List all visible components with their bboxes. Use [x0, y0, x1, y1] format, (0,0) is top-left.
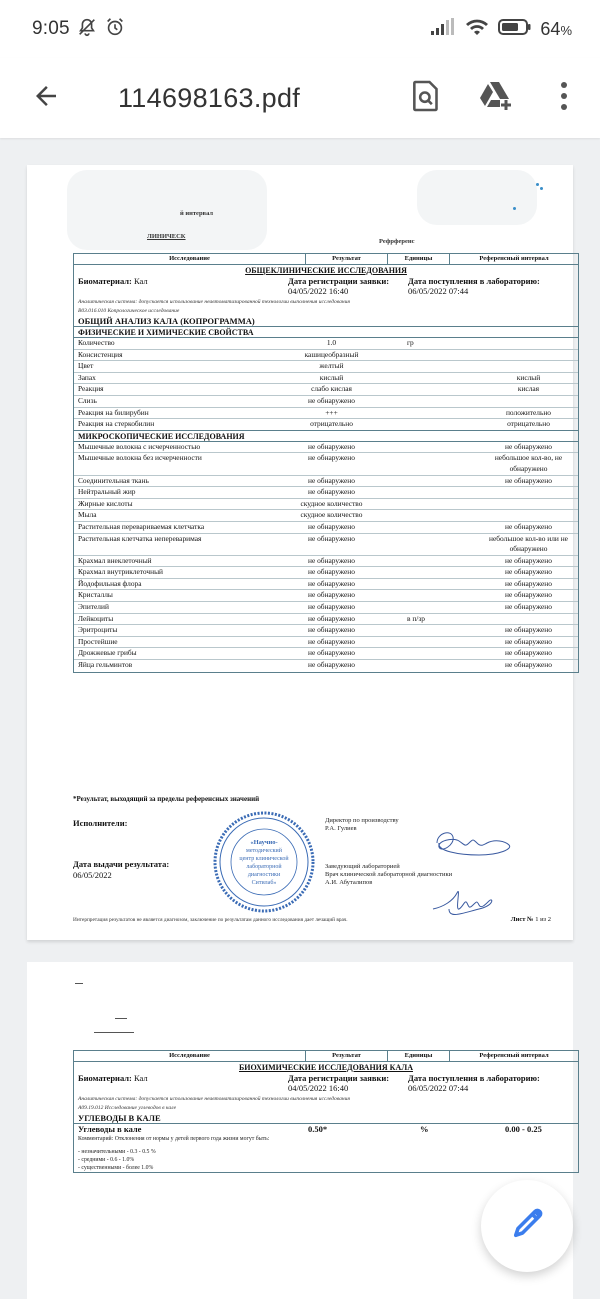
table-header: [74, 1051, 578, 1062]
out-of-range-footnote: *Результат, выходящий за пределы референсных значений: [73, 795, 260, 803]
table-row: Растительная перевариваемая клетчатка не обнаружено не обнаружено: [74, 522, 578, 534]
table-row: Кристаллы не обнаружено не обнаружено: [74, 590, 578, 602]
executors-label: Исполнители:: [73, 818, 128, 828]
order-meta: [74, 1073, 578, 1095]
group-rows: [74, 338, 578, 431]
svg-text:«Научно-: «Научно-: [250, 839, 278, 846]
redacted-header-right: [417, 170, 537, 225]
table-row: Цвет желтый: [74, 361, 578, 373]
svg-text:диагностики: диагностики: [247, 872, 281, 878]
table-row: Соединительная ткань не обнаружено не обнаружено: [74, 476, 578, 488]
lab-stamp: [212, 810, 316, 914]
table-row: Реакция слабо кислая кислая: [74, 384, 578, 396]
col-header-units: Единицы: [388, 254, 450, 264]
redacted-mark: [94, 1032, 134, 1033]
header-fragment: Рефрференс: [379, 238, 415, 245]
table-row: Запах кислый кислый: [74, 373, 578, 385]
group-title: ФИЗИЧЕСКИЕ И ХИМИЧЕСКИЕ СВОЙСТВА: [74, 327, 578, 338]
biomaterial-label: Биоматериал:: [78, 276, 132, 286]
wifi-icon: [464, 17, 490, 42]
table-header: [74, 254, 578, 265]
table-row: Жирные кислоты скудное количество: [74, 499, 578, 511]
table-row: Крахмал внеклеточный не обнаружено не обнаружено: [74, 556, 578, 568]
code-note: A09.19.012 Исследование углеводов в кале: [78, 1105, 177, 1111]
doc-search-icon: [412, 79, 440, 118]
signature-2: [429, 887, 499, 917]
table-row: Дрожжевые грибы не обнаружено не обнаружено: [74, 648, 578, 660]
signer-2-name: А.И. Абуталипов: [325, 879, 373, 886]
disclaimer: Интерпретация результатов не является диагнозом, заключение по результатам данного исследования дает лечащий врач.: [73, 917, 348, 923]
signer-1-title: Директор по производству: [325, 817, 399, 824]
reg-date-value: 04/05/2022 16:40: [288, 1083, 349, 1093]
svg-text:центр клинической: центр клинической: [239, 856, 289, 862]
edit-fab-button[interactable]: [481, 1180, 573, 1272]
alarm-icon: [104, 16, 126, 43]
order-meta: [74, 276, 578, 298]
analytic-note: Аналитическая система: допускается использование неавтоматизированной технологии выполнения исследования: [78, 1096, 350, 1102]
section-title: ОБЩЕКЛИНИЧЕСКИЕ ИССЛЕДОВАНИЯ: [245, 266, 407, 275]
header-fragment: ЛИНИЧЕСК: [147, 233, 186, 240]
table-row: Крахмал внутриклеточный не обнаружено не обнаружено: [74, 567, 578, 579]
col-header-result: Результат: [306, 254, 388, 264]
signer-2-position: Врач клинической лабораторной диагностики: [325, 871, 453, 878]
pencil-icon: [509, 1206, 545, 1247]
comment-title: Комментарий: Отклонения от нормы у детей первого года жизни могут быть:: [78, 1136, 270, 1142]
code-note: B03.016.010 Копрологическое исследование: [78, 308, 180, 314]
results-table: [73, 253, 579, 673]
arrow-left-icon: [31, 81, 61, 116]
table-row: Реакция на стеркобилин отрицательно отрицательно: [74, 419, 578, 431]
comment-line: - незначительными - 0.3 - 0.5 %: [78, 1149, 156, 1155]
table-row: Йодофильная флора не обнаружено не обнаружено: [74, 579, 578, 591]
table-row: Эритроциты не обнаружено не обнаружено: [74, 625, 578, 637]
biomaterial-value: Кал: [134, 1073, 148, 1083]
biomaterial-label: Биоматериал:: [78, 1073, 132, 1083]
reg-date-label: Дата регистрации заявки:: [288, 1073, 390, 1083]
issue-date-value: 06/05/2022: [73, 870, 112, 880]
signer-2: [325, 863, 452, 887]
table-row: Мышечные волокна с исчерченностью не обнаружено не обнаружено: [74, 442, 578, 454]
more-options-button[interactable]: [540, 74, 588, 122]
blue-dot: [536, 183, 539, 186]
analytic-note: Аналитическая система: допускается использование неавтоматизированной технологии выполнения исследования: [78, 299, 350, 305]
table-row: Яйца гельминтов не обнаружено не обнаружено: [78, 660, 552, 670]
svg-text:Ситилаб»: Ситилаб»: [251, 880, 277, 886]
table-row: Слизь не обнаружено: [74, 396, 578, 408]
lab-date-label: Дата поступления в лабораторию:: [408, 1073, 540, 1083]
table-row: Мышечные волокна без исчерченности не обнаружено небольшое кол-во, не обнаружено: [74, 453, 578, 475]
table-row: Растительная клетчатка непереваримая не обнаружено небольшое кол-во или не обнаружено: [74, 534, 578, 556]
signer-1-name: Р.А. Гулиев: [325, 825, 357, 832]
table-row: Количество 1.0 гр: [74, 338, 578, 350]
document-title: 114698163.pdf: [118, 82, 301, 113]
blue-dot: [540, 187, 543, 190]
section-title: БИОХИМИЧЕСКИЕ ИССЛЕДОВАНИЯ КАЛА: [239, 1063, 413, 1072]
signer-2-title: Заведующий лабораторией: [325, 863, 400, 870]
table-row: Мыла скудное количество: [74, 510, 578, 522]
battery-percent: 64%: [540, 18, 572, 39]
blue-dot: [513, 207, 516, 210]
status-bar: [0, 0, 600, 58]
row-result: 0.50*: [308, 1124, 328, 1134]
header-fragment: й интервал: [180, 210, 214, 217]
pdf-page-1[interactable]: [27, 165, 573, 940]
redacted-mark: [75, 983, 83, 984]
row-unit: %: [420, 1124, 429, 1134]
more-vert-icon: [560, 81, 568, 116]
drive-add-icon: [478, 80, 514, 117]
group-title: УГЛЕВОДЫ В КАЛЕ: [74, 1113, 578, 1124]
biomaterial-value: Кал: [134, 276, 148, 286]
col-header-result: Результат: [306, 1051, 388, 1061]
reg-date-label: Дата регистрации заявки:: [288, 276, 390, 286]
comment-line: - существенными - более 1.0%: [78, 1165, 154, 1171]
analysis-title: ОБЩИЙ АНАЛИЗ КАЛА (КОПРОГРАММА): [74, 316, 578, 327]
table-row: Простейшие не обнаружено не обнаружено: [74, 637, 578, 649]
signer-1: [325, 817, 399, 833]
reg-date-value: 04/05/2022 16:40: [288, 286, 349, 296]
row-name: Углеводы в кале: [78, 1124, 142, 1134]
lab-date-value: 06/05/2022 07:44: [408, 1083, 469, 1093]
signature-1: [427, 825, 512, 861]
redacted-mark: [115, 1018, 127, 1019]
table-row: Эпителий не обнаружено не обнаружено: [74, 602, 578, 614]
col-header-reference: Референсный интервал: [479, 255, 549, 262]
app-bar: [0, 58, 600, 138]
mute-icon: [76, 16, 98, 43]
find-in-document-button[interactable]: [402, 74, 450, 122]
col-header-reference: Референсный интервал: [479, 1052, 549, 1059]
issue-date-label: Дата выдачи результата:: [73, 859, 170, 869]
biochem-table: [73, 1050, 579, 1173]
back-button[interactable]: [22, 74, 70, 122]
col-header-study: Исследование: [74, 254, 306, 264]
group-title: МИКРОСКОПИЧЕСКИЕ ИССЛЕДОВАНИЯ: [74, 431, 578, 442]
group-rows: [74, 442, 578, 672]
table-row: [74, 1124, 578, 1135]
table-row: Реакция на билирубин +++ положительно: [74, 408, 578, 420]
col-header-units: Единицы: [388, 1051, 450, 1061]
table-row: Нейтральный жир не обнаружено: [74, 487, 578, 499]
table-row: Лейкоциты не обнаружено в п/зр: [74, 614, 578, 626]
lab-date-label: Дата поступления в лабораторию:: [408, 276, 540, 286]
add-to-drive-button[interactable]: [472, 74, 520, 122]
lab-date-value: 06/05/2022 07:44: [408, 286, 469, 296]
table-row: Консистенция кашицеобразный: [74, 350, 578, 362]
comment-line: - средними - 0.6 - 1.0%: [78, 1157, 135, 1163]
svg-text:лабораторной: лабораторной: [246, 864, 282, 870]
col-header-study: Исследование: [74, 1051, 306, 1061]
page-indicator: Лист № 1 из 2: [510, 916, 551, 923]
svg-text:методический: методический: [246, 848, 282, 854]
signal-icon: [430, 18, 456, 41]
row-ref: 0.00 - 0.25: [505, 1124, 542, 1134]
battery-icon: [498, 18, 532, 41]
status-time: 9:05: [32, 18, 70, 39]
